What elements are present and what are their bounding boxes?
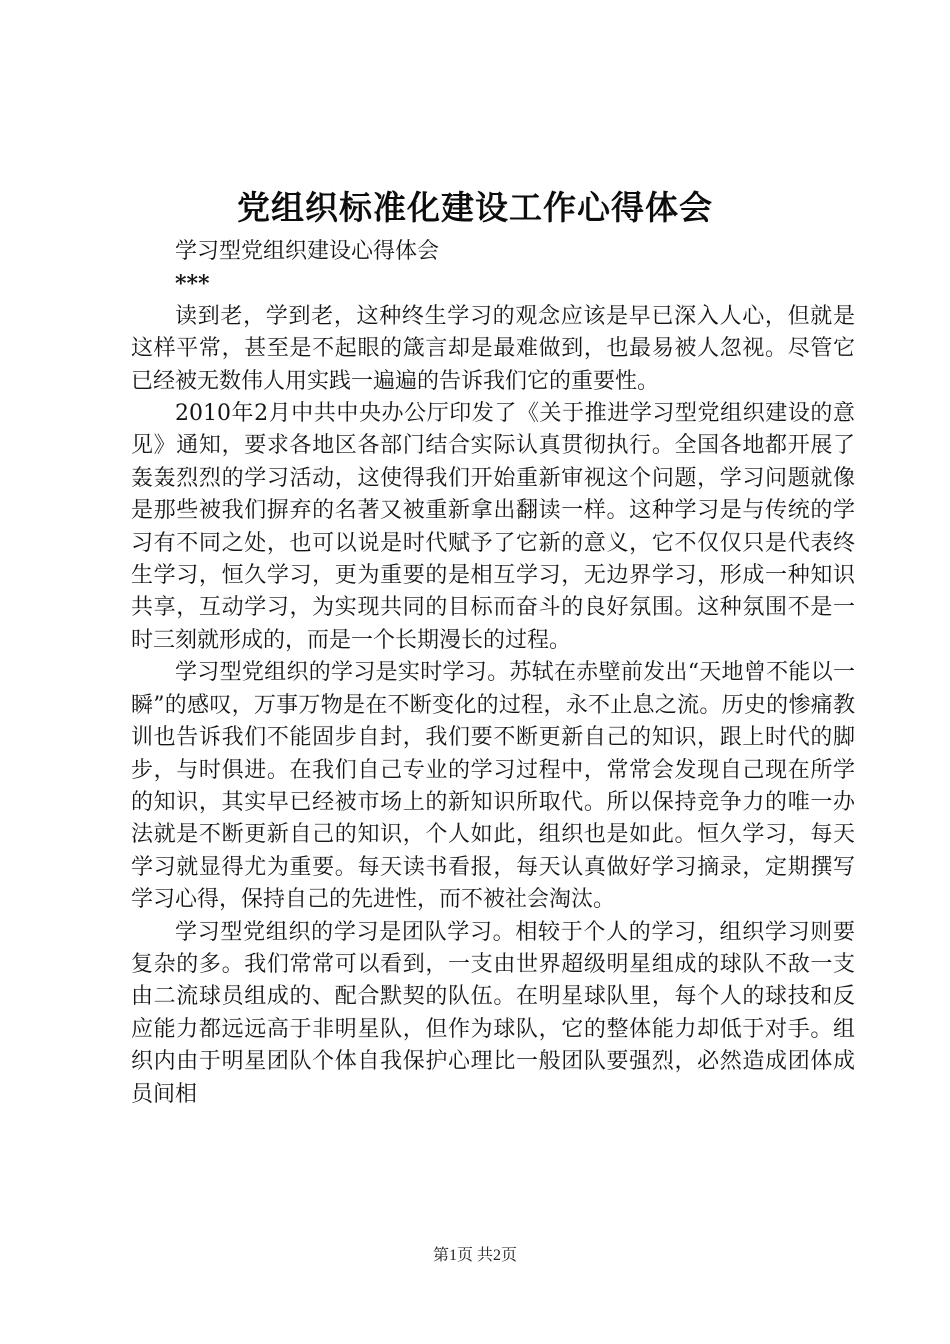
paragraph-2: 2010年2月中共中央办公厅印发了《关于推进学习型党组织建设的意见》通知，要求各地区各部门结合实际认真贯彻执行。全国各地都开展了轰轰烈烈的学习活动，这使得我们开始重新审视这个问题，学习问题就像是那些被我们摒弃的名著又被重新拿出翻读一样。这种学习是与传统的学习有不同之处，也可以说是时代赋予了它新的意义，它不仅仅只是代表终生学习，恒久学习，更为重要的是相互学习，无边界学习，形成一种知识共享，互动学习，为实现共同的目标而奋斗的良好氛围。这种氛围不是一时三刻就形成的，而是一个长期漫长的过程。 [131, 401, 855, 653]
paragraph-4: 学习型党组织的学习是团队学习。相较于个人的学习，组织学习则要复杂的多。我们常常可以看到，一支由世界超级明星组成的球队不敌一支由二流球员组成的、配合默契的队伍。在明星球队里，每个人的球技和反应能力都远远高于非明星队，但作为球队，它的整体能力却低于对手。组织内由于明星团队个体自我保护心理比一般团队要强烈，必然造成团体成员间相 [131, 919, 855, 1107]
paragraph-3: 学习型党组织的学习是实时学习。苏轼在赤壁前发出“天地曾不能以一瞬”的感叹，万事万物是在不断变化的过程，永不止息之流。历史的惨痛教训也告诉我们不能固步自封，我们要不断更新自己的知识，跟上时代的脚步，与时俱进。在我们自己专业的学习过程中，常常会发现自己现在所学的知识，其实早已经被市场上的新知识所取代。所以保持竞争力的唯一办法就是不断更新自己的知识，个人如此，组织也是如此。恒久学习，每天学习就显得尤为重要。每天读书看报，每天认真做好学习摘录，定期撰写学习心得，保持自己的先进性，而不被社会淘汰。 [131, 660, 855, 913]
document-body [131, 236, 855, 1111]
page-number-footer: 第1页 共2页 [432, 1247, 517, 1264]
document-title: 党组织标准化建设工作心得体会 [237, 188, 713, 227]
document-author: *** [175, 271, 210, 298]
paragraph-1: 读到老，学到老，这种终生学习的观念应该是早已深入人心，但就是这样平常，甚至是不起眼的箴言却是最难做到，也最易被人忽视。尽管它已经被无数伟人用实践一遍遍的告诉我们它的重要性。 [131, 303, 855, 394]
document-subtitle: 学习型党组织建设心得体会 [175, 239, 440, 264]
